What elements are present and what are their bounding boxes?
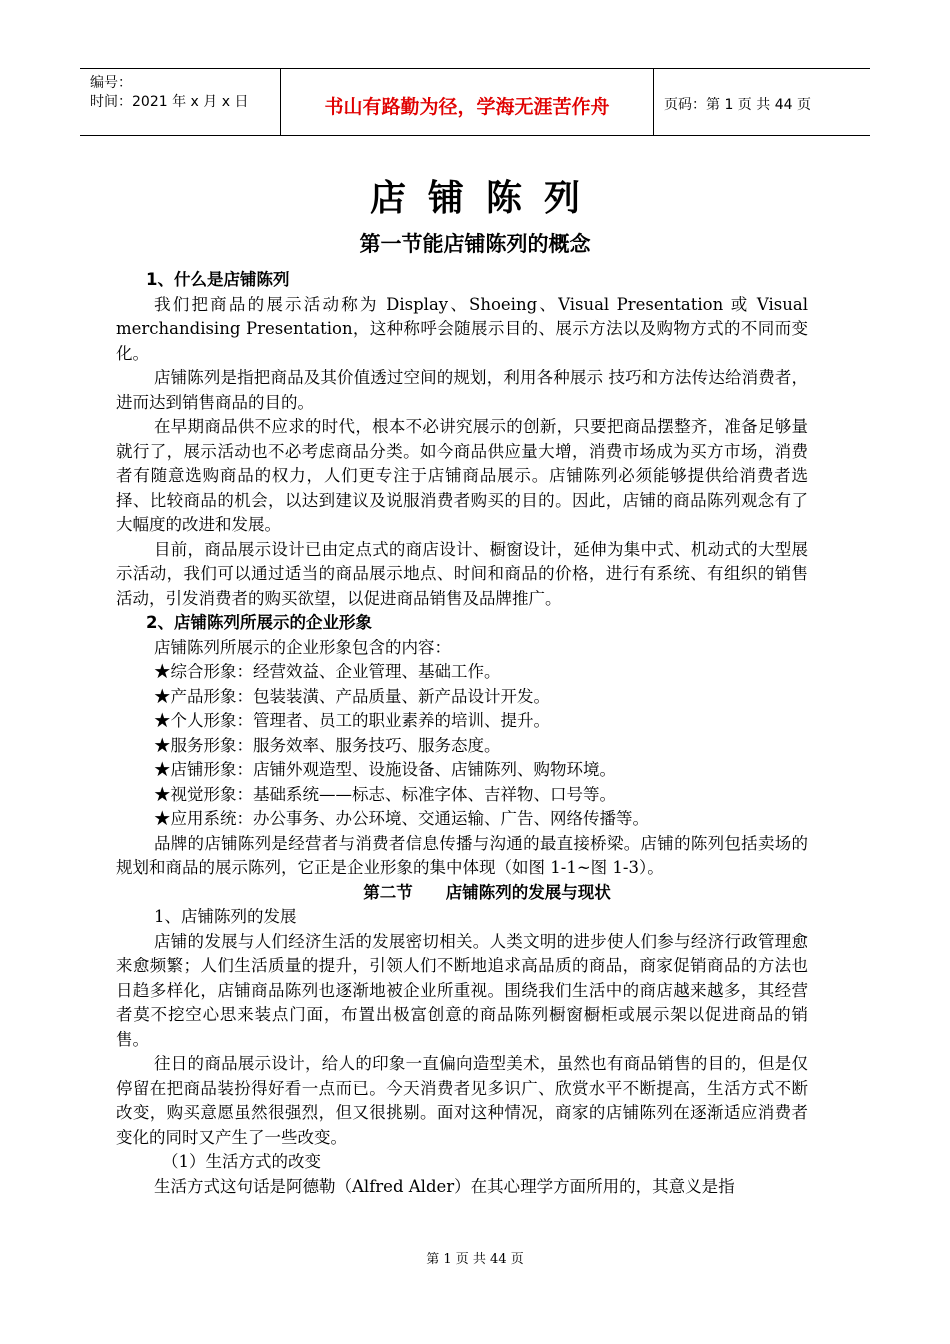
subheading-4: （1）生活方式的改变	[162, 1152, 321, 1171]
motto: 书山有路勤为径，学海无涯苦作舟	[324, 96, 610, 118]
page-header	[80, 68, 870, 136]
star-item: ★视觉形象：基础系统——标志、标准字体、吉祥物、口号等。	[154, 784, 616, 804]
subheading-1: 1、什么是店铺陈列	[146, 270, 290, 289]
header-motto-cell	[281, 69, 654, 135]
star-item: ★个人形象：管理者、员工的职业素养的培训、提升。	[154, 711, 550, 730]
number-label: 编号：	[90, 75, 132, 91]
paragraph: 店铺陈列所展示的企业形象包含的内容：	[154, 637, 451, 657]
paragraph: 店铺的发展与人们经济生活的发展密切相关。人类文明的进步使人们参与经济行政管理愈来愈频繁；人们生活质量的提升，引领人们不断地追求高品质的商品，商家促销商品的方法也日趋多样化，店铺商品陈列也逐渐地被企业所重视。围绕我们生活中的商店越来越多，其经营者莫不挖空心思来装点门面，布置出极富创意的商品陈列橱窗橱柜或展示架以促进商品的销售。	[116, 931, 808, 1049]
paragraph: 往日的商品展示设计，给人的印象一直偏向造型美术，虽然也有商品销售的目的，但是仅停留在把商品装扮得好看一点而已。今天消费者见多识广、欣赏水平不断提高，生活方式不断改变，购买意愿虽然很强烈，但又很挑剔。面对这种情况，商家的店铺陈列在逐渐适应消费者变化的同时又产生了一些改变。	[116, 1054, 808, 1147]
star-item: ★服务形象：服务效率、服务技巧、服务态度。	[154, 735, 501, 755]
paragraph: 我们把商品的展示活动称为 Display、Shoeing、Visual Presentation 或 Visual merchandising Presentation，这种称呼会随展示目的、展示方法以及购物方式的不同而变化。	[116, 294, 808, 363]
header-page-cell	[654, 69, 870, 135]
document-title: 店铺陈列	[369, 177, 602, 219]
paragraph: 生活方式这句话是阿德勒（Alfred Alder）在其心理学方面所用的，其意义是指	[154, 1176, 735, 1196]
star-item: ★产品形象：包装装潢、产品质量、新产品设计开发。	[154, 686, 550, 706]
header-info-cell	[80, 69, 281, 135]
subheading-2: 2、店铺陈列所展示的企业形象	[146, 613, 372, 632]
paragraph: 店铺陈列是指把商品及其价值透过空间的规划，利用各种展示 技巧和方法传达给消费者，进而达到销售商品的目的。	[116, 368, 808, 412]
date-label: 时间：2021 年 x 月 x 日	[90, 94, 249, 110]
star-item: ★店铺形象：店铺外观造型、设施设备、店铺陈列、购物环境。	[154, 760, 616, 779]
star-item: ★综合形象：经营效益、企业管理、基础工作。	[154, 662, 501, 681]
document-body	[116, 268, 808, 1199]
paragraph: 在早期商品供不应求的时代，根本不必讲究展示的创新，只要把商品摆整齐，准备足够量就行了，展示活动也不必考虑商品分类。如今商品供应量大增，消费市场成为买方市场，消费者有随意选购商品的权力，人们更专注于店铺商品展示。店铺陈列必须能够提供给消费者选择、比较商品的机会，以达到建议及说服消费者购买的目的。因此，店铺的商品陈列观念有了大幅度的改进和发展。	[116, 417, 808, 534]
section2-title: 第二节 店铺陈列的发展与现状	[363, 882, 611, 902]
star-item: ★应用系统：办公事务、办公环境、交通运输、广告、网络传播等。	[154, 809, 649, 828]
paragraph: 品牌的店铺陈列是经营者与消费者信息传播与沟通的最直接桥梁。店铺的陈列包括卖场的规划和商品的展示陈列，它正是企业形象的集中体现（如图 1-1~图 1-3）。	[116, 833, 808, 877]
page-footer: 第 1 页 共 44 页	[426, 1252, 524, 1267]
paragraph: 目前，商品展示设计已由定点式的商店设计、橱窗设计，延伸为集中式、机动式的大型展示活动，我们可以通过适当的商品展示地点、时间和商品的价格，进行有系统、有组织的销售活动，引发消费者的购买欲望，以促进商品销售及品牌推广。	[116, 539, 808, 608]
subheading-3: 1、店铺陈列的发展	[154, 907, 297, 926]
section1-title: 第一节能店铺陈列的概念	[359, 232, 591, 256]
page-label: 页码：第 1 页 共 44 页	[664, 97, 811, 113]
